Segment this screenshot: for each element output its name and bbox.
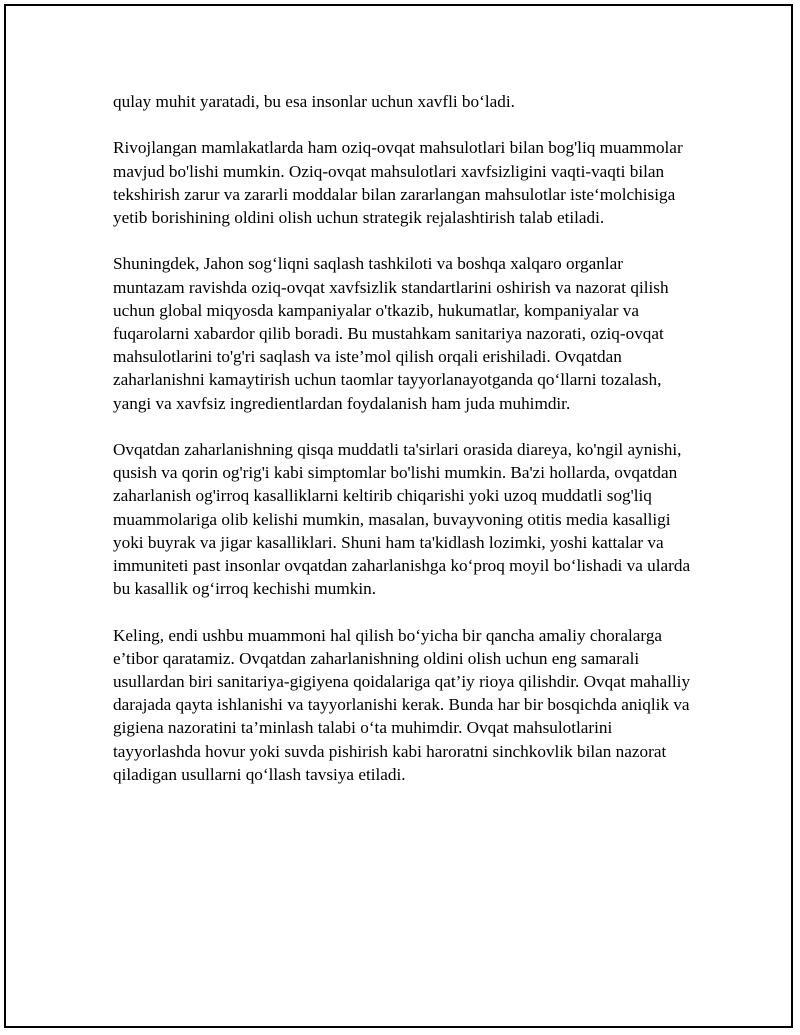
paragraph-2: Rivojlangan mamlakatlarda ham oziq-ovqat mahsulotlari bilan bog'liq muammolar mavjud bo'lishi mumkin. Oziq-ovqat mahsulotlari xavfsizligini vaqti-vaqti bilan tekshirish zarur va zararli moddalar bilan zararlangan mahsulotlar iste‘molchisiga yetib borishining oldini olish uchun strategik rejalashtirish talab etiladi. <box>113 138 683 227</box>
paragraph-3: Shuningdek, Jahon sog‘liqni saqlash tashkiloti va boshqa xalqaro organlar muntazam ravishda oziq-ovqat xavfsizlik standartlarini oshirish va nazorat qilish uchun global miqyosda kampaniyalar o'tkazib, hukumatlar, kompaniyalar va fuqarolarni xabardor qilib boradi. Bu mustahkam sanitariya nazorati, oziq-ovqat mahsulotlarini to'g'ri saqlash va iste’mol qilish orqali erishiladi. Ovqatdan zaharlanishni kamaytirish uchun taomlar tayyorlanayotganda qo‘llarni tozalash, yangi va xavfsiz ingredientlardan foydalanish ham juda muhimdir. <box>113 254 669 413</box>
paragraph-1: qulay muhit yaratadi, bu esa insonlar uchun xavfli bo‘ladi. <box>113 92 515 111</box>
paragraph-4: Ovqatdan zaharlanishning qisqa muddatli ta'sirlari orasida diareya, ko'ngil aynishi, qusish va qorin og'rig'i kabi simptomlar bo'lishi mumkin. Ba'zi hollarda, ovqatdan zaharlanish og'irroq kasalliklarni keltirib chiqarishi yoki uzoq muddatli sog'liq muammolariga olib kelishi mumkin, masalan, buvayvoning otitis media kasalligi yoki buyrak va jigar kasalliklari. Shuni ham ta'kidlash lozimki, yoshi kattalar va immuniteti past insonlar ovqatdan zaharlanishga ko‘proq moyil bo‘lishadi va ularda bu kasallik og‘irroq kechishi mumkin. <box>113 440 691 599</box>
document-body <box>113 90 693 809</box>
paragraph-5: Keling, endi ushbu muammoni hal qilish bo‘yicha bir qancha amaliy choralarga e’tibor qaratamiz. Ovqatdan zaharlanishning oldini olish uchun eng samarali usullardan biri sanitariya-gigiyena qoidalariga qat’iy rioya qilishdir. Ovqat mahalliy darajada qayta ishlanishi va tayyorlanishi kerak. Bunda har bir bosqichda aniqlik va gigiena nazoratini ta’minlash talabi o‘ta muhimdir. Ovqat mahsulotlarini tayyorlashda hovur yoki suvda pishirish kabi haroratni sinchkovlik bilan nazorat qiladigan usullarni qo‘llash tavsiya etiladi. <box>113 625 691 784</box>
